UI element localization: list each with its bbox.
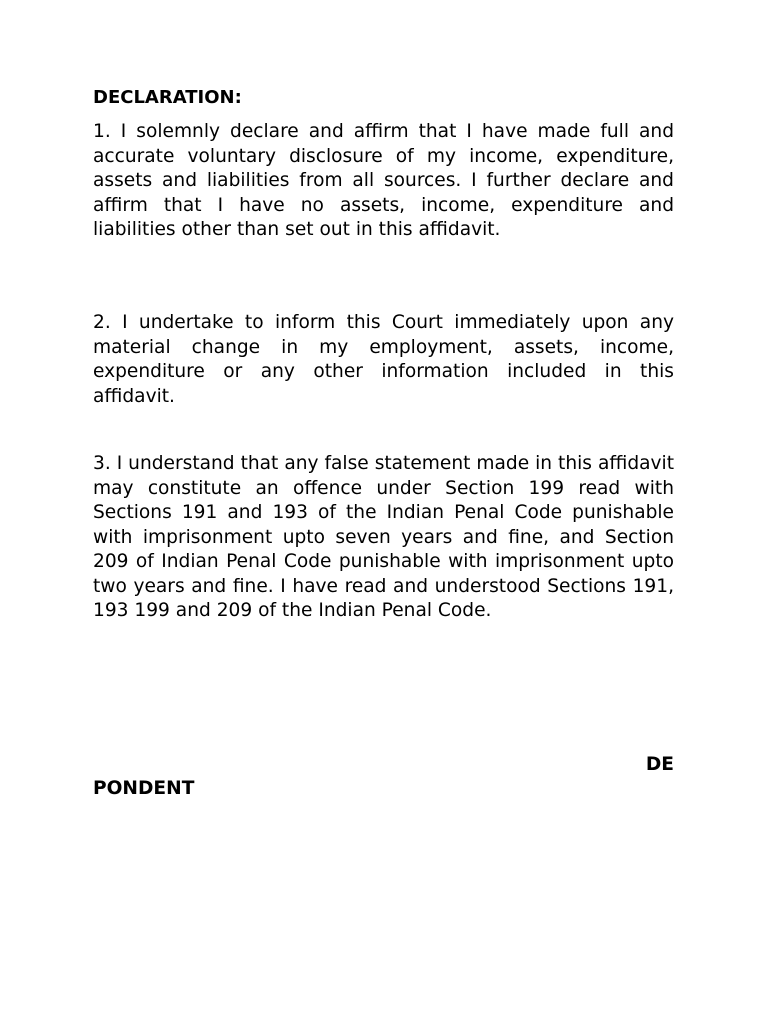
deponent-label-part-2: PONDENT xyxy=(93,778,195,799)
declaration-paragraph-1: 1. I solemnly declare and affirm that I have made full and accurate voluntary disclosure of my income, expenditure, assets and liabilities from all sources. I further declare and affirm that I have no assets, income, expenditure and liabilities other than set out in this affidavit. xyxy=(93,121,674,240)
declaration-paragraph-2: 2. I undertake to inform this Court immediately upon any material change in my employment, assets, income, expenditure or any other information included in this affidavit. xyxy=(93,312,674,407)
deponent-label-part-1: DE xyxy=(645,754,674,775)
declaration-paragraph-3: 3. I understand that any false statement made in this affidavit may constitute an offence under Section 199 read with Sections 191 and 193 of the Indian Penal Code punishable with imprisonment upto seven years and fine, and Section 209 of Indian Penal Code punishable with imprisonment upto two years and fine. I have read and understood Sections 191, 193 199 and 209 of the Indian Penal Code. xyxy=(93,453,674,621)
declaration-heading: DECLARATION: xyxy=(93,87,242,108)
